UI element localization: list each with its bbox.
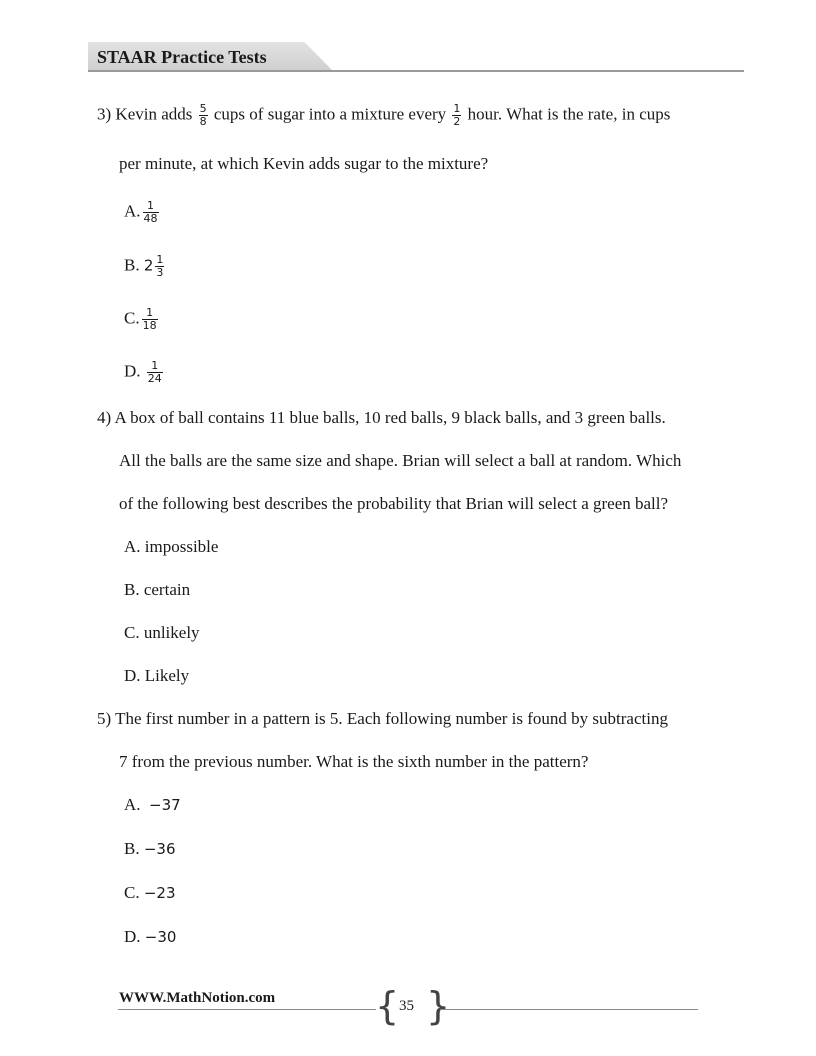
question-5-option-b: B. −36 xyxy=(124,839,176,858)
question-4-line-2: All the balls are the same size and shape. Brian will select a ball at random. Which xyxy=(119,451,682,470)
question-5-option-d: D. −30 xyxy=(124,927,177,946)
question-4-number: 4) xyxy=(97,408,112,427)
question-4-option-a: A. impossible xyxy=(124,537,219,556)
question-3-option-d: D. $\frac{1}{24}$ xyxy=(124,359,162,385)
question-3-option-c: C. $\frac{1}{18}$ xyxy=(124,306,157,332)
question-5-number: 5) xyxy=(97,709,112,728)
question-3-option-a: A. $\frac{1}{48}$ xyxy=(124,199,158,225)
question-3-text-a: Kevin adds xyxy=(115,104,193,124)
right-brace-icon: } xyxy=(426,984,451,1028)
question-4-option-d: D. Likely xyxy=(124,666,190,685)
page-number: 35 xyxy=(399,998,414,1014)
option-b-fraction: $\frac{1}{3}$ xyxy=(156,253,164,279)
question-5-line-1: 5) The first number in a pattern is 5. Each following number is found by subtracting xyxy=(97,709,668,728)
question-3-line-1 xyxy=(97,103,670,128)
question-5-option-c: C. −23 xyxy=(124,883,176,902)
question-3-line-2: per minute, at which Kevin adds sugar to the mixture? xyxy=(119,154,489,173)
question-5-line-2: 7 from the previous number. What is the sixth number in the pattern? xyxy=(119,752,589,771)
option-a-fraction: $\frac{1}{48}$ xyxy=(143,199,158,225)
question-5-option-a: A. −37 xyxy=(124,795,181,814)
question-4-line-1: 4) A box of ball contains 11 blue balls, 10 red balls, 9 black balls, and 3 green balls. xyxy=(97,408,666,427)
question-4-option-c: C. unlikely xyxy=(124,623,200,642)
left-brace-icon: { xyxy=(375,984,400,1028)
footer-rule-right xyxy=(440,1009,698,1010)
header-rule xyxy=(88,70,744,72)
fraction-5-8: $\frac{5}{8}$ xyxy=(199,102,207,128)
footer-website: WWW.MathNotion.com xyxy=(119,990,276,1006)
question-3-text-c: hour. What is the rate, in cups xyxy=(467,104,671,124)
fraction-1-2: $\frac{1}{2}$ xyxy=(453,102,461,128)
question-3-number: 3) xyxy=(97,104,112,124)
page-header-title: STAAR Practice Tests xyxy=(97,47,267,67)
footer-rule-left xyxy=(118,1009,376,1010)
question-3-text-b: cups of sugar into a mixture every xyxy=(213,104,447,124)
option-d-fraction: $\frac{1}{24}$ xyxy=(147,359,162,385)
question-4-line-3: of the following best describes the probability that Brian will select a green ball? xyxy=(119,494,669,513)
question-3-option-b: B. 2 $\frac{1}{3}$ xyxy=(124,253,164,279)
question-4-option-b: B. certain xyxy=(124,580,191,599)
option-c-fraction: $\frac{1}{18}$ xyxy=(142,306,157,332)
